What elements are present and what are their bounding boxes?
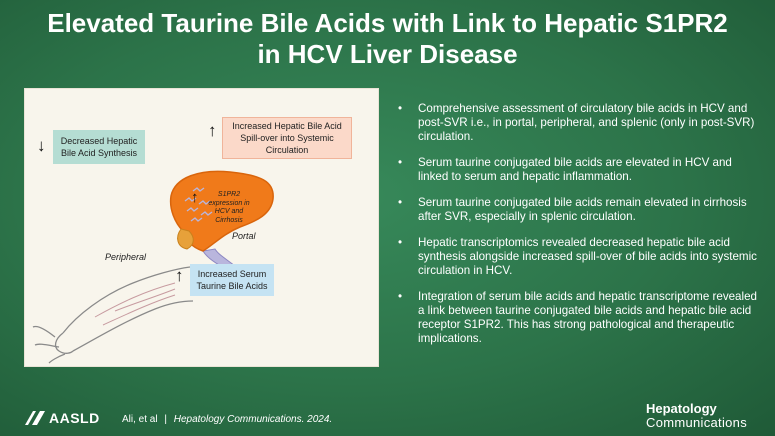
citation-journal: Hepatology Communications. 2024. bbox=[173, 414, 333, 425]
list-item bbox=[396, 102, 758, 144]
list-item bbox=[396, 196, 758, 224]
journal-brand[interactable] bbox=[646, 402, 766, 430]
aasld-logo[interactable] bbox=[24, 410, 100, 426]
bullet-icon: • bbox=[398, 196, 403, 209]
title-line-2: in HCV Liver Disease bbox=[257, 39, 518, 69]
citation-separator: | bbox=[164, 414, 167, 425]
list-item bbox=[396, 236, 758, 278]
down-arrow-icon: ↓ bbox=[37, 136, 46, 155]
graphical-abstract-figure bbox=[24, 88, 379, 367]
spillover-box: Increased Hepatic Bile Acid Spill-over into Systemic Circulation bbox=[222, 117, 352, 159]
arm-veins bbox=[95, 283, 175, 325]
up-arrow-icon: ↑ bbox=[191, 189, 199, 206]
list-item bbox=[396, 156, 758, 184]
brand-line-2: Communications bbox=[646, 415, 748, 430]
list-item-text: Serum taurine conjugated bile acids remain elevated in cirrhosis after SVR, especially in splenic circulation. bbox=[418, 196, 747, 223]
portal-label: Portal bbox=[232, 231, 256, 241]
bullet-icon: • bbox=[398, 236, 403, 249]
list-item-text: Comprehensive assessment of circulatory bile acids in HCV and post-SVR i.e., in portal, peripheral, and splenic (only in post-SVR) circulation. bbox=[418, 102, 755, 143]
citation bbox=[122, 414, 332, 425]
list-item-text: Integration of serum bile acids and hepatic transcriptome revealed a link between taurine conjugated bile acids and hepatic bile acid receptor S1PR2. This has strong pathological and therapeutic implications. bbox=[418, 290, 757, 345]
brand-line-1: Hepatology bbox=[646, 401, 717, 416]
aasld-mark-icon bbox=[24, 410, 46, 426]
up-arrow-icon: ↑ bbox=[208, 121, 217, 140]
serum-taurine-box: Increased Serum Taurine Bile Acids bbox=[190, 264, 274, 296]
title-line-1: Elevated Taurine Bile Acids with Link to Hepatic S1PR2 bbox=[47, 8, 728, 38]
bullet-icon: • bbox=[398, 156, 403, 169]
s1pr2-label: S1PR2 expression in HCV and Cirrhosis bbox=[208, 191, 250, 224]
list-item-text: Serum taurine conjugated bile acids are elevated in HCV and linked to serum and hepatic inflammation. bbox=[418, 156, 732, 183]
bullet-icon: • bbox=[398, 102, 403, 115]
decreased-synthesis-box: Decreased Hepatic Bile Acid Synthesis bbox=[53, 130, 145, 164]
bullet-icon: • bbox=[398, 290, 403, 303]
citation-authors: Ali, et al bbox=[122, 414, 158, 425]
list-item bbox=[396, 290, 758, 346]
arm-illustration bbox=[33, 267, 193, 363]
key-findings-list bbox=[396, 102, 758, 358]
slide-title bbox=[0, 8, 775, 70]
peripheral-label: Peripheral bbox=[105, 252, 147, 262]
up-arrow-icon: ↑ bbox=[175, 266, 184, 285]
list-item-text: Hepatic transcriptomics revealed decreased hepatic bile acid synthesis alongside increased spill-over of bile acids into systemic circulation in HCV. bbox=[418, 236, 757, 277]
aasld-logo-text: AASLD bbox=[49, 410, 100, 426]
